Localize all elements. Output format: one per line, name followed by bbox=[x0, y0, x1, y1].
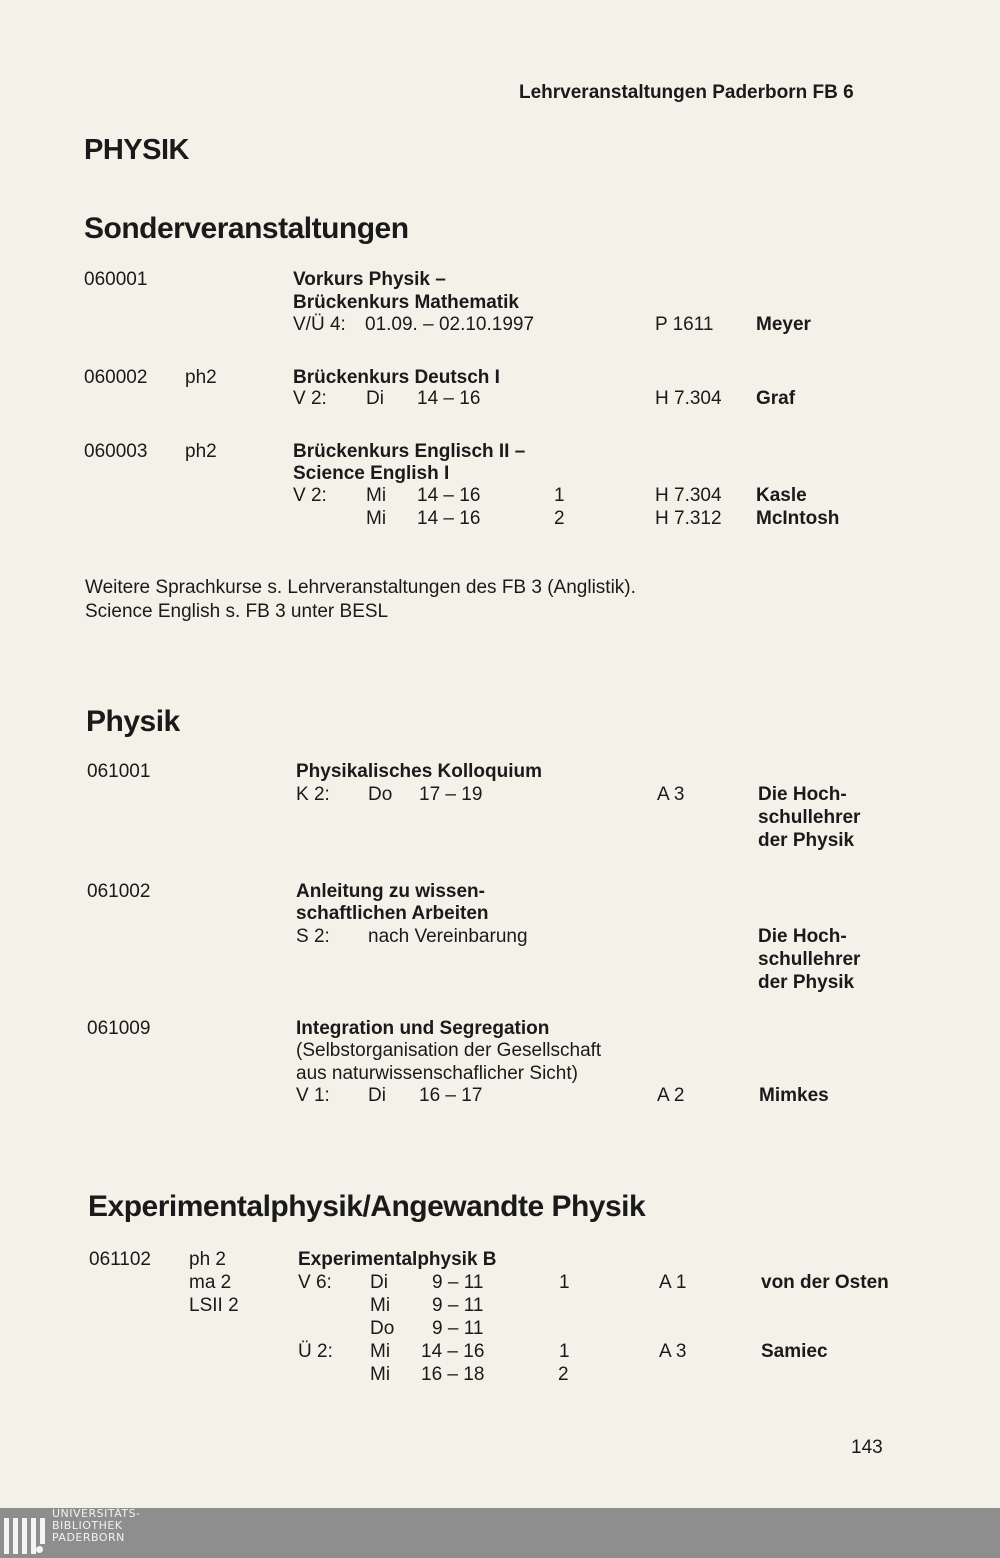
course-time: 9 – 11 bbox=[432, 1318, 484, 1339]
course-lecturer: von der Osten bbox=[761, 1272, 889, 1293]
course-time: 16 – 18 bbox=[421, 1364, 485, 1385]
course-day: Mi bbox=[366, 508, 387, 529]
course-schedule: nach Vereinbarung bbox=[368, 926, 528, 947]
page-number: 143 bbox=[851, 1437, 883, 1458]
course-number: 060001 bbox=[84, 269, 148, 290]
running-head: Lehrveranstaltungen Paderborn FB 6 bbox=[519, 82, 854, 103]
course-title: Science English I bbox=[293, 463, 450, 484]
course-title: Brückenkurs Mathematik bbox=[293, 292, 519, 313]
section-note: Science English s. FB 3 unter BESL bbox=[85, 601, 389, 622]
course-type: K 2: bbox=[296, 784, 330, 805]
course-tag: ph2 bbox=[185, 441, 217, 462]
course-time: 9 – 11 bbox=[432, 1272, 484, 1293]
course-group: 2 bbox=[554, 508, 565, 529]
course-tag: ma 2 bbox=[189, 1272, 232, 1293]
course-title: Vorkurs Physik – bbox=[293, 269, 446, 290]
course-group: 1 bbox=[554, 485, 565, 506]
course-room: H 7.304 bbox=[655, 485, 722, 506]
course-time: 9 – 11 bbox=[432, 1295, 484, 1316]
course-type: V 2: bbox=[293, 485, 327, 506]
course-time: 14 – 16 bbox=[421, 1341, 485, 1362]
course-lecturer: Samiec bbox=[761, 1341, 828, 1362]
course-room: H 7.304 bbox=[655, 388, 722, 409]
course-type: V 2: bbox=[293, 388, 327, 409]
course-room: P 1611 bbox=[655, 314, 714, 335]
course-day: Di bbox=[366, 388, 384, 409]
course-lecturer: McIntosh bbox=[756, 508, 840, 529]
course-room: A 3 bbox=[657, 784, 685, 805]
course-day: Do bbox=[370, 1318, 395, 1339]
course-time: 14 – 16 bbox=[417, 485, 481, 506]
course-day: Mi bbox=[370, 1341, 391, 1362]
course-title: Brückenkurs Englisch II – bbox=[293, 441, 526, 462]
course-room: H 7.312 bbox=[655, 508, 722, 529]
course-group: 1 bbox=[559, 1272, 570, 1293]
course-type: S 2: bbox=[296, 926, 330, 947]
course-room: A 1 bbox=[659, 1272, 687, 1293]
course-day: Do bbox=[368, 784, 393, 805]
course-subtitle: (Selbstorganisation der Gesellschaft bbox=[296, 1040, 602, 1061]
section-heading-experimentalphysik: Experimentalphysik/Angewandte Physik bbox=[88, 1190, 646, 1223]
course-time: 14 – 16 bbox=[417, 508, 481, 529]
course-lecturer: Meyer bbox=[756, 314, 811, 335]
course-day: Mi bbox=[370, 1364, 391, 1385]
page-title: PHYSIK bbox=[84, 134, 189, 166]
course-number: 060003 bbox=[84, 441, 148, 462]
library-name-line: BIBLIOTHEK bbox=[52, 1519, 123, 1532]
course-tag: ph2 bbox=[185, 367, 217, 388]
course-tag: ph 2 bbox=[189, 1249, 226, 1270]
course-type: V 1: bbox=[296, 1085, 330, 1106]
course-number: 061009 bbox=[87, 1018, 151, 1039]
library-logo-dot-icon bbox=[36, 1546, 43, 1553]
library-footer bbox=[0, 1508, 1000, 1558]
course-lecturer: Kasle bbox=[756, 485, 807, 506]
course-day: Mi bbox=[370, 1295, 391, 1316]
course-group: 2 bbox=[558, 1364, 569, 1385]
course-time: 17 – 19 bbox=[419, 784, 483, 805]
course-day: Mi bbox=[366, 485, 387, 506]
library-name-line: PADERBORN bbox=[52, 1531, 125, 1544]
course-number: 060002 bbox=[84, 367, 148, 388]
course-lecturer: Die Hoch- schullehrer der Physik bbox=[758, 926, 861, 993]
course-date-range: 01.09. – 02.10.1997 bbox=[365, 314, 535, 335]
library-name bbox=[52, 1508, 141, 1544]
course-room: A 3 bbox=[659, 1341, 687, 1362]
section-note: Weitere Sprachkurse s. Lehrveranstaltungen des FB 3 (Anglistik). bbox=[85, 577, 636, 598]
section-heading-physik: Physik bbox=[86, 705, 180, 738]
course-time: 16 – 17 bbox=[419, 1085, 483, 1106]
course-title: Brückenkurs Deutsch I bbox=[293, 367, 500, 388]
course-number: 061002 bbox=[87, 881, 151, 902]
course-group: 1 bbox=[559, 1341, 570, 1362]
course-title: Anleitung zu wissen- bbox=[296, 881, 485, 902]
section-heading-sonderveranstaltungen: Sonderveranstaltungen bbox=[84, 212, 409, 245]
course-lecturer: Graf bbox=[756, 388, 796, 409]
course-subtitle: aus naturwissenschaflicher Sicht) bbox=[296, 1063, 578, 1084]
course-type: Ü 2: bbox=[298, 1341, 333, 1362]
course-title: schaftlichen Arbeiten bbox=[296, 903, 489, 924]
course-day: Di bbox=[368, 1085, 386, 1106]
course-day: Di bbox=[370, 1272, 388, 1293]
course-lecturer: Die Hoch- schullehrer der Physik bbox=[758, 784, 861, 851]
course-title: Experimentalphysik B bbox=[298, 1249, 497, 1270]
course-type: V/Ü 4: bbox=[293, 314, 346, 335]
course-type: V 6: bbox=[298, 1272, 332, 1293]
course-tag: LSII 2 bbox=[189, 1295, 239, 1316]
library-name-line: UNIVERSITÄTS- bbox=[52, 1507, 141, 1520]
course-time: 14 – 16 bbox=[417, 388, 481, 409]
course-number: 061102 bbox=[89, 1249, 151, 1270]
course-title: Physikalisches Kolloquium bbox=[296, 761, 543, 782]
course-number: 061001 bbox=[87, 761, 151, 782]
course-lecturer: Mimkes bbox=[759, 1085, 829, 1106]
course-title: Integration und Segregation bbox=[296, 1018, 550, 1039]
course-room: A 2 bbox=[657, 1085, 685, 1106]
